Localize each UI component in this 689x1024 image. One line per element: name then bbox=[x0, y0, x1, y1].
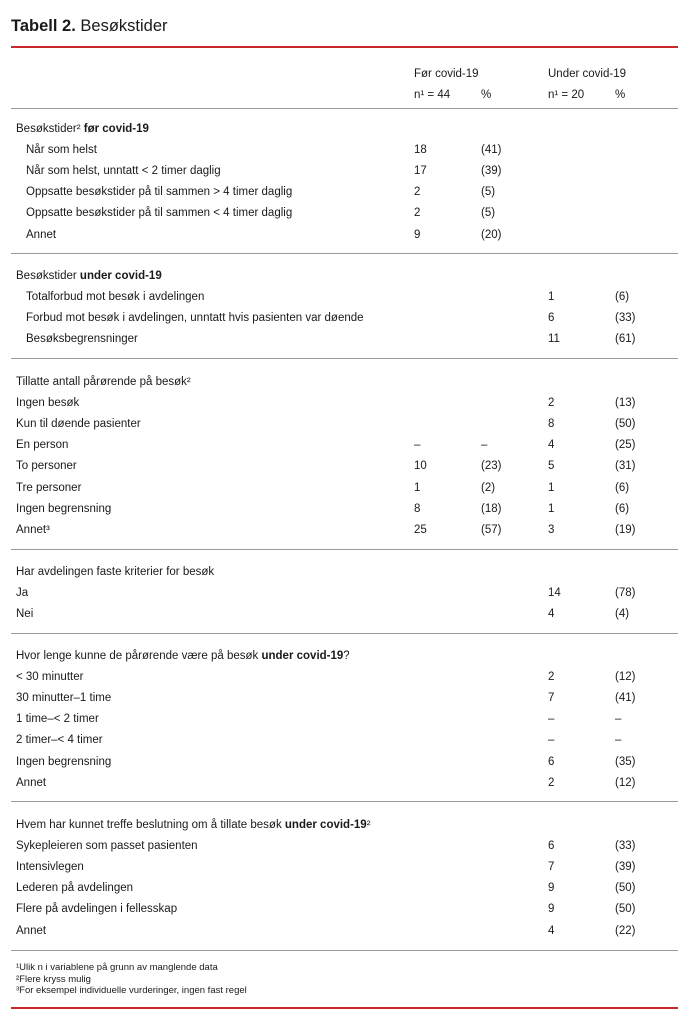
value-pct-before: (5) bbox=[481, 186, 496, 199]
section-heading-part: ² bbox=[366, 819, 371, 831]
value-n-during: – bbox=[548, 734, 555, 747]
row-label: Flere på avdelingen i fellesskap bbox=[16, 903, 178, 916]
row-label: Annet bbox=[26, 228, 57, 241]
section-rule bbox=[11, 549, 678, 550]
section-heading bbox=[16, 565, 214, 579]
value-pct-during: (6) bbox=[615, 291, 630, 304]
row-label: Annet³ bbox=[16, 523, 50, 536]
section-rule bbox=[11, 633, 678, 634]
value-n-during: 1 bbox=[548, 502, 555, 515]
value-n-during: 2 bbox=[548, 776, 555, 789]
row-label: Ingen begrensning bbox=[16, 755, 112, 768]
value-pct-during: (12) bbox=[615, 776, 636, 789]
section-heading-part: under covid-19 bbox=[261, 650, 344, 662]
value-pct-before: (2) bbox=[481, 481, 496, 494]
section-heading bbox=[16, 649, 350, 663]
value-n-before: 2 bbox=[414, 207, 421, 220]
row-label: < 30 minutter bbox=[16, 671, 84, 684]
row-label: Oppsatte besøkstider på til sammen > 4 timer daglig bbox=[26, 186, 293, 199]
value-pct-before: (20) bbox=[481, 228, 502, 241]
value-n-before: 2 bbox=[414, 186, 421, 199]
value-pct-during: (50) bbox=[615, 882, 636, 895]
value-n-before: 10 bbox=[414, 460, 427, 473]
value-n-during: 14 bbox=[548, 587, 561, 600]
row-label: Tre personer bbox=[16, 481, 82, 494]
value-pct-during: (35) bbox=[615, 755, 636, 768]
value-n-during: 3 bbox=[548, 523, 555, 536]
value-pct-during: (78) bbox=[615, 587, 636, 600]
value-pct-during: (22) bbox=[615, 924, 636, 937]
row-label: Ingen besøk bbox=[16, 397, 80, 410]
value-pct-during: (41) bbox=[615, 692, 636, 705]
table-title bbox=[11, 17, 168, 36]
value-n-during: 7 bbox=[548, 861, 555, 874]
row-label: Nei bbox=[16, 608, 34, 621]
row-label: Annet bbox=[16, 776, 47, 789]
value-pct-during: (13) bbox=[615, 397, 636, 410]
value-pct-before: (18) bbox=[481, 502, 502, 515]
header-n-before: n¹ = 44 bbox=[414, 89, 451, 101]
value-n-before: – bbox=[414, 439, 421, 452]
value-n-during: 2 bbox=[548, 671, 555, 684]
table-title-text: Besøkstider bbox=[75, 17, 168, 35]
section-heading-part: Tillatte antall pårørende på besøk² bbox=[16, 376, 191, 388]
row-label: Annet bbox=[16, 924, 47, 937]
row-label: Når som helst, unntatt < 2 timer daglig bbox=[26, 165, 221, 178]
footnote: ¹Ulik n i variablene på grunn av manglende data bbox=[16, 962, 218, 973]
value-pct-during: (4) bbox=[615, 608, 630, 621]
section-rule bbox=[11, 801, 678, 802]
value-n-during: 4 bbox=[548, 924, 555, 937]
section-heading bbox=[16, 818, 371, 832]
value-pct-during: (39) bbox=[615, 861, 636, 874]
footnote: ³For eksempel individuelle vurderinger, ingen fast regel bbox=[16, 985, 247, 996]
value-pct-during: – bbox=[615, 713, 622, 726]
header-during-covid: Under covid-19 bbox=[548, 68, 626, 80]
row-label: Ingen begrensning bbox=[16, 502, 112, 515]
value-n-before: 18 bbox=[414, 144, 427, 157]
row-label: Intensivlegen bbox=[16, 861, 84, 874]
value-pct-before: (5) bbox=[481, 207, 496, 220]
row-label: Når som helst bbox=[26, 144, 97, 157]
header-pct-during: % bbox=[615, 89, 626, 101]
header-before-covid: Før covid-19 bbox=[414, 68, 479, 80]
value-n-during: 4 bbox=[548, 608, 555, 621]
value-pct-during: (19) bbox=[615, 523, 636, 536]
section-heading-part: Hvor lenge kunne de pårørende være på besøk bbox=[16, 650, 262, 662]
section-heading-part: Besøkstider² bbox=[16, 123, 84, 135]
row-label: Sykepleieren som passet pasienten bbox=[16, 840, 198, 853]
value-n-during: 6 bbox=[548, 312, 555, 325]
row-label: En person bbox=[16, 439, 69, 452]
header-pct-before: % bbox=[481, 89, 492, 101]
value-pct-during: (33) bbox=[615, 840, 636, 853]
table-title-number: Tabell 2. bbox=[11, 17, 76, 35]
value-pct-during: (6) bbox=[615, 481, 630, 494]
row-label: Ja bbox=[16, 587, 29, 600]
value-n-during: 8 bbox=[548, 418, 555, 431]
value-n-before: 1 bbox=[414, 481, 421, 494]
row-label: 30 minutter–1 time bbox=[16, 692, 112, 705]
section-heading-part: Hvem har kunnet treffe beslutning om å tillate besøk bbox=[16, 819, 285, 831]
row-label: Besøksbegrensninger bbox=[26, 333, 138, 346]
header-rule bbox=[11, 108, 678, 109]
row-label: Totalforbud mot besøk i avdelingen bbox=[26, 291, 205, 304]
section-heading bbox=[16, 375, 191, 389]
footnote: ²Flere kryss mulig bbox=[16, 973, 91, 985]
value-n-during: 4 bbox=[548, 439, 555, 452]
value-n-before: 9 bbox=[414, 228, 421, 241]
value-n-during: 1 bbox=[548, 481, 555, 494]
value-n-during: 9 bbox=[548, 903, 555, 916]
section-heading-part: ? bbox=[343, 650, 350, 662]
section-heading bbox=[16, 122, 149, 136]
value-pct-before: (23) bbox=[481, 460, 502, 473]
section-heading-part: Besøkstider bbox=[16, 270, 80, 282]
value-pct-before: – bbox=[481, 439, 488, 452]
value-pct-before: (57) bbox=[481, 523, 502, 536]
row-label: 1 time–< 2 timer bbox=[16, 713, 99, 726]
value-pct-during: (25) bbox=[615, 439, 636, 452]
value-pct-during: (33) bbox=[615, 312, 636, 325]
value-n-during: – bbox=[548, 713, 555, 726]
value-n-during: 6 bbox=[548, 840, 555, 853]
section-heading-part: under covid-19 bbox=[79, 270, 162, 282]
row-label: 2 timer–< 4 timer bbox=[16, 734, 103, 747]
value-pct-before: (39) bbox=[481, 165, 502, 178]
value-n-before: 17 bbox=[414, 165, 427, 178]
header-n-during: n¹ = 20 bbox=[548, 89, 585, 101]
value-n-before: 8 bbox=[414, 502, 421, 515]
value-n-during: 5 bbox=[548, 460, 555, 473]
section-heading bbox=[16, 269, 162, 283]
value-pct-before: (41) bbox=[481, 144, 502, 157]
row-label: Forbud mot besøk i avdelingen, unntatt hvis pasienten var døende bbox=[26, 312, 364, 325]
value-n-during: 11 bbox=[548, 333, 560, 346]
value-n-during: 7 bbox=[548, 692, 555, 705]
value-n-during: 1 bbox=[548, 291, 555, 304]
value-pct-during: – bbox=[615, 734, 622, 747]
value-pct-during: (50) bbox=[615, 903, 636, 916]
value-pct-during: (61) bbox=[615, 333, 636, 346]
row-label: Kun til døende pasienter bbox=[16, 418, 141, 431]
section-heading-part: før covid-19 bbox=[83, 123, 149, 135]
value-pct-during: (12) bbox=[615, 671, 636, 684]
value-pct-during: (50) bbox=[615, 418, 636, 431]
row-label: Lederen på avdelingen bbox=[16, 882, 134, 895]
value-n-before: 25 bbox=[414, 523, 427, 536]
table-bottom-rule bbox=[11, 950, 678, 951]
row-label: Oppsatte besøkstider på til sammen < 4 timer daglig bbox=[26, 207, 293, 220]
bottom-red-rule bbox=[11, 1007, 678, 1009]
value-n-during: 2 bbox=[548, 397, 555, 410]
section-rule bbox=[11, 358, 678, 359]
value-pct-during: (31) bbox=[615, 460, 636, 473]
value-n-during: 6 bbox=[548, 755, 555, 768]
section-rule bbox=[11, 253, 678, 254]
row-label: To personer bbox=[16, 460, 77, 473]
value-n-during: 9 bbox=[548, 882, 555, 895]
value-pct-during: (6) bbox=[615, 502, 630, 515]
section-heading-part: under covid-19 bbox=[284, 819, 367, 831]
section-heading-part: Har avdelingen faste kriterier for besøk bbox=[16, 566, 215, 578]
top-red-rule bbox=[11, 46, 678, 48]
